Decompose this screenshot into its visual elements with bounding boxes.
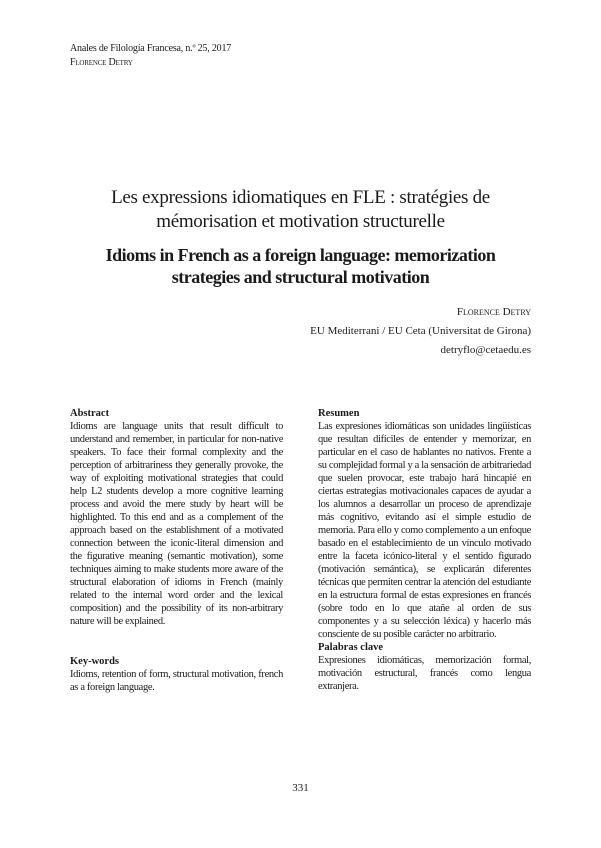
palabras-clave-text: Expresiones idiomáticas, memorización formal, motivación estructural, francés como lengua extranjera. — [318, 655, 531, 692]
keywords-text: Idioms, retention of form, structural motivation, french as a foreign language. — [70, 669, 283, 693]
running-head-author: Florence Detry — [70, 57, 133, 68]
palabras-clave-heading: Palabras clave — [318, 642, 384, 653]
abstract-column — [70, 407, 283, 694]
abstract-heading: Abstract — [70, 408, 110, 419]
journal-citation: Anales de Filología Francesa, n.º 25, 2017 — [70, 43, 232, 54]
keywords-heading: Key-words — [70, 656, 119, 667]
running-head — [70, 42, 231, 70]
resumen-text: Las expresiones idiomáticas son unidades lingüísticas que resultan difíciles de entender y memorizar, en particular en el caso de hablantes no nativos. Frente a su complejidad formal y a la sensación de arbitrariedad que suelen provocar, este trabajo hará hincapié en ciertas estrategias motivacionales capaces de ayudar a los alumnos a desarrollar un proceso de aprendizaje más cognitivo, evitando así el simple estudio de memoria. Para ello y como complemento a un enfoque basado en el establecimiento de un vínculo motivado entre la faceta icónico-literal y el sentido figurado (motivación semántica), se explicarán diferentes técnicas que permiten centrar la atención del estudiante en la estructura formal de estas expresiones en francés (sobre todo en lo que atañe al orden de sus componentes y a su selección léxica) y hacerlo más consciente de su posible carácter no arbitrario. — [318, 421, 531, 640]
article-title-french: Les expressions idiomatiques en FLE : stratégies de mémorisation et motivation structurelle — [111, 187, 490, 232]
page-number: 331 — [292, 782, 309, 794]
author-affiliation: EU Mediterrani / EU Ceta (Universitat de Girona) — [310, 325, 531, 337]
article-title-english: Idioms in French as a foreign language: memorization strategies and structural motivation — [105, 245, 496, 287]
resumen-column — [318, 407, 531, 693]
resumen-heading: Resumen — [318, 408, 360, 419]
abstract-text: Idioms are language units that result difficult to understand and remember, in particular for non-native speakers. To face their formal complexity and the perception of arbitrariness they generally provoke, the way of exploiting motivational strategies that could help L2 students develop a more cognitive learning process and avoid the mere study by heart will be highlighted. To this end and as a complement of the approach based on the establishment of a motivated connection between the iconic-literal dimension and the figurative meaning (semantic motivation), some techniques aiming to make students more aware of the structural elaboration of idioms in French (mainly related to the internal word order and the lexical composition) and the possibility of its non-arbitrary nature will be explained. — [70, 421, 283, 627]
author-byline — [310, 303, 531, 360]
author-name: Florence Detry — [456, 306, 531, 318]
author-email: detryflo@cetaedu.es — [440, 344, 531, 356]
